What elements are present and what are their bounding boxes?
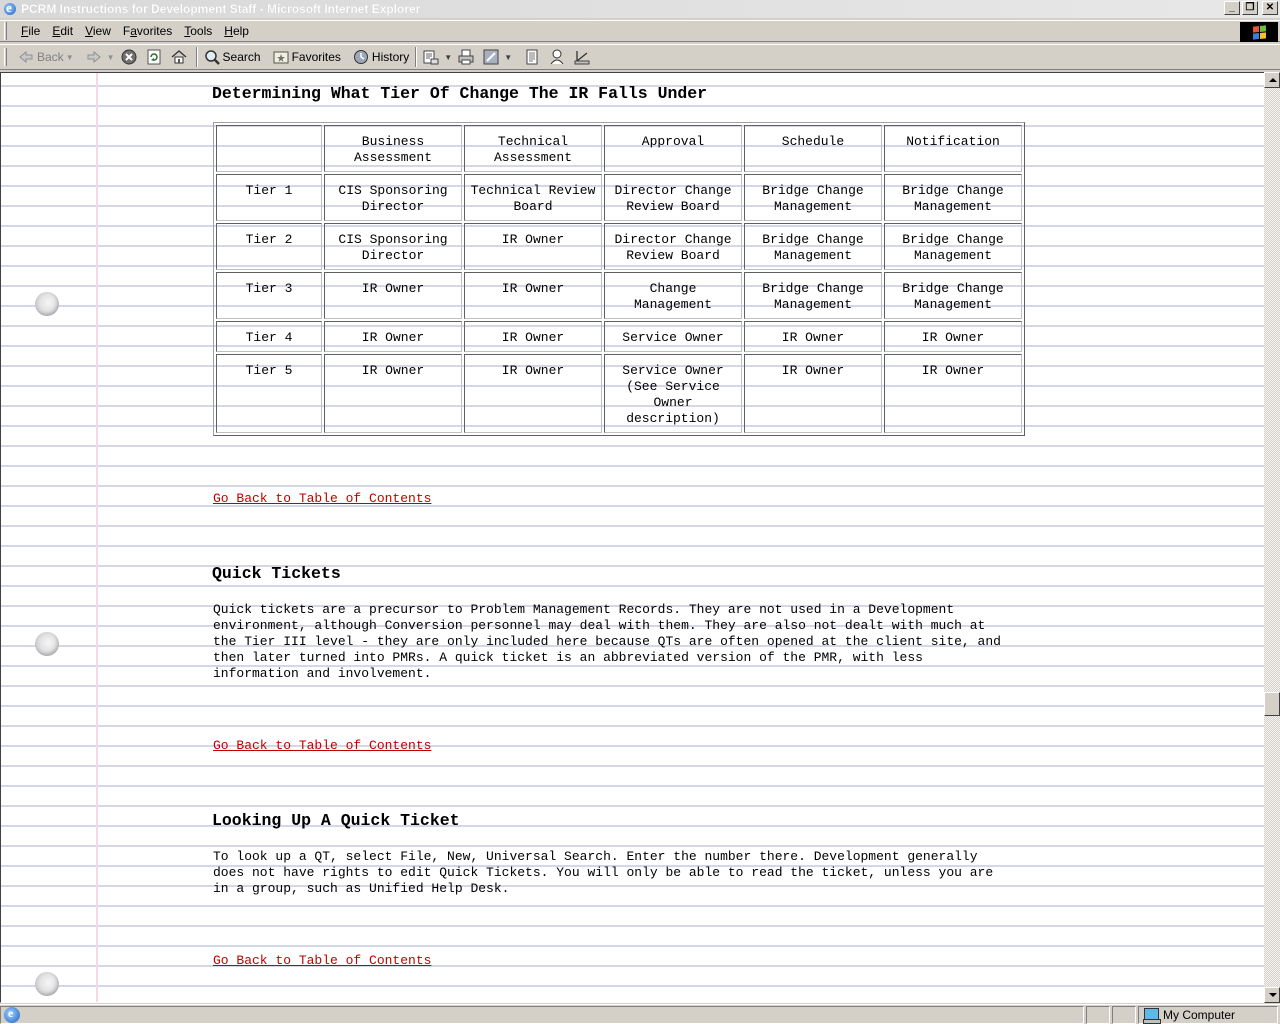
history-icon [353,49,369,65]
research-icon [574,49,590,65]
table-cell: Bridge Change Management [744,272,882,319]
menubar-grip[interactable] [4,22,7,40]
binder-hole-icon [35,632,59,656]
arrow-up-icon [1269,78,1277,82]
status-text-panel [0,1006,1084,1024]
table-cell: Tier 4 [216,321,322,352]
quick-tickets-paragraph: Quick tickets are a precursor to Problem Management Records. They are not used in a Development environment, although Conversion personnel may deal with them. They are also not dealt with much at the Tier III level - they are only included here because QTs are often opened at the client site, and then later turned into PMRs. A quick ticket is an abbreviated version of the PMR, with less information and involvement. [213,602,1001,681]
menu-bar [0,20,1280,42]
back-button[interactable] [15,46,77,68]
menu-favorites-accel: a [130,24,137,38]
table-row [216,354,1022,433]
binder-hole-icon [35,972,59,996]
discuss-icon [524,49,540,65]
table-cell: Director Change Review Board [604,174,742,221]
home-icon [171,49,187,65]
table-cell: Bridge Change Management [744,174,882,221]
ie-page-icon [4,1007,20,1023]
home-button[interactable] [168,46,193,68]
menu-favorites[interactable] [117,24,178,38]
table-cell: IR Owner [464,321,602,352]
table-row [216,174,1022,221]
ie-logo-icon [2,1,18,17]
toolbar-separator [415,47,417,67]
menu-favorites-pre: F [122,24,131,38]
standard-toolbar [0,44,1280,70]
table-cell: IR Owner [464,272,602,319]
my-computer-icon [1143,1008,1159,1022]
zone-panel [1138,1006,1278,1024]
title-bar [0,0,1280,18]
favorites-button[interactable] [270,46,344,68]
discuss-button[interactable] [521,46,546,68]
mail-dropdown-icon[interactable]: ▼ [444,52,453,62]
header-cell: Approval [604,125,742,172]
back-label: Back [37,50,64,64]
header-cell: Notification [884,125,1022,172]
table-cell: IR Owner [464,223,602,270]
history-button[interactable] [350,46,412,68]
scroll-up-button[interactable] [1264,72,1280,88]
edit-button[interactable] [480,46,515,68]
table-cell: Change Management [604,272,742,319]
lookup-paragraph: To look up a QT, select File, New, Universal Search. Enter the number there. Development generally does not have rights to edit Quick Tickets. You will only be able to read the ticket, unless you are in a group, such as Unified Help Desk. [213,849,994,896]
menu-file-rest: ile [28,24,41,38]
window-controls [1224,1,1278,15]
print-button[interactable] [455,46,480,68]
table-cell: CIS Sponsoring Director [324,174,462,221]
menu-tools[interactable] [178,24,218,38]
menu-favorites-rest: vorites [136,24,173,38]
messenger-icon [549,49,565,65]
forward-arrow-icon [86,49,102,65]
table-cell: IR Owner [324,354,462,433]
search-label: Search [222,50,261,64]
back-to-toc-link[interactable]: Go Back to Table of Contents [213,738,432,753]
menu-file-accel: F [21,24,29,38]
toolbar-grip[interactable] [4,48,7,66]
favorites-icon [273,49,289,65]
table-cell: Service Owner (See Service Owner description) [604,354,742,433]
mail-button[interactable] [420,46,455,68]
table-row [216,321,1022,352]
table-cell: IR Owner [324,272,462,319]
tier-table [213,122,1025,436]
toolbar-separator [196,47,198,67]
status-bar [0,1004,1280,1024]
vertical-scrollbar[interactable] [1264,72,1280,1003]
header-cell: Schedule [744,125,882,172]
header-cell: Business Assessment [324,125,462,172]
scroll-down-button[interactable] [1264,987,1280,1003]
menu-file[interactable] [15,24,46,38]
table-cell: CIS Sponsoring Director [324,223,462,270]
messenger-button[interactable] [546,46,571,68]
menu-help[interactable] [218,24,255,38]
printer-icon [458,49,474,65]
table-cell: Director Change Review Board [604,223,742,270]
section-heading-tier: Determining What Tier Of Change The IR Falls Under [212,84,708,103]
table-cell: Bridge Change Management [744,223,882,270]
search-icon [204,49,220,65]
history-label: History [371,50,410,64]
table-cell: Service Owner [604,321,742,352]
research-button[interactable] [571,46,596,68]
menu-edit-accel: E [52,24,61,38]
table-row [216,223,1022,270]
mail-icon [423,49,439,65]
table-cell: IR Owner [464,354,602,433]
table-cell: Tier 1 [216,174,322,221]
section-heading-quick-tickets: Quick Tickets [212,564,341,583]
search-button[interactable] [201,46,264,68]
edit-dropdown-icon[interactable]: ▼ [504,52,513,62]
page-content [0,72,1266,1003]
binder-hole-icon [35,292,59,316]
stop-icon [121,49,137,65]
table-cell: Tier 2 [216,223,322,270]
restore-button[interactable]: ❐ [1242,1,1258,15]
status-panel-progress [1086,1006,1110,1024]
favorites-label: Favorites [291,50,341,64]
menu-edit-rest: dit [60,24,74,38]
menu-help-rest: elp [232,24,249,38]
back-to-toc-link[interactable]: Go Back to Table of Contents [213,491,432,506]
table-cell: IR Owner [884,321,1022,352]
table-cell: Tier 3 [216,272,322,319]
menu-view-rest: iew [92,24,111,38]
forward-dropdown-icon[interactable]: ▼ [106,52,115,62]
table-cell: Tier 5 [216,354,322,433]
section-heading-lookup: Looking Up A Quick Ticket [212,811,460,830]
table-header-row [216,125,1022,172]
menu-view-accel: V [85,24,93,38]
menu-tools-accel: T [184,24,191,38]
table-cell: Bridge Change Management [884,223,1022,270]
table-cell: IR Owner [744,354,882,433]
back-to-toc-link[interactable]: Go Back to Table of Contents [213,953,432,968]
zone-label: My Computer [1163,1007,1236,1022]
close-button[interactable]: ✕ [1262,1,1278,15]
forward-button[interactable] [83,46,118,68]
table-cell: IR Owner [744,321,882,352]
table-cell: Bridge Change Management [884,174,1022,221]
table-row [216,272,1022,319]
windows-logo-icon [1240,22,1278,42]
table-cell: IR Owner [324,321,462,352]
stop-button[interactable] [118,46,143,68]
refresh-button[interactable] [143,46,168,68]
table-cell: IR Owner [884,354,1022,433]
menu-tools-rest: ools [190,24,213,38]
window-title: PCRM Instructions for Development Staff - Microsoft Internet Explorer [21,2,421,16]
edit-page-icon [483,49,499,65]
back-arrow-icon [18,49,34,65]
menu-edit[interactable] [46,24,79,38]
minimize-button[interactable]: _ [1224,1,1240,15]
table-cell: Technical Review Board [464,174,602,221]
scroll-thumb[interactable] [1264,692,1280,716]
arrow-down-icon [1269,993,1277,997]
header-cell [216,125,322,172]
refresh-icon [146,49,162,65]
table-cell: Bridge Change Management [884,272,1022,319]
header-cell: Technical Assessment [464,125,602,172]
menu-view[interactable] [79,24,117,38]
status-panel-security [1112,1006,1136,1024]
back-dropdown-icon[interactable]: ▼ [65,52,74,62]
menu-help-accel: H [224,24,233,38]
